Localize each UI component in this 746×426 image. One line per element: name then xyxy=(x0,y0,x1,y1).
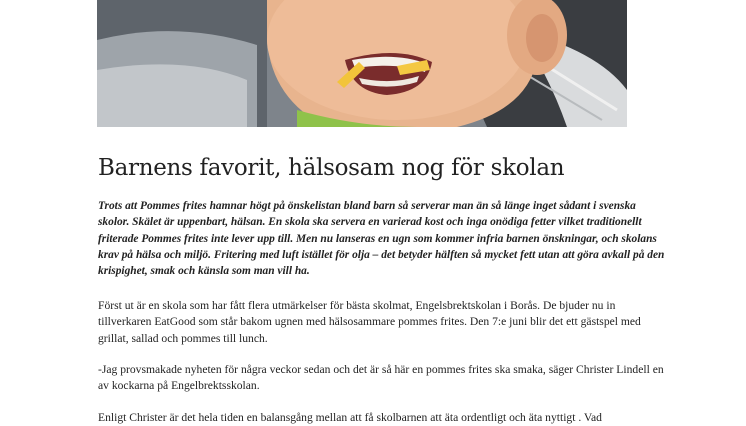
article-paragraph: -Jag provsmakade nyheten för några veckor sedan och det är så här en pommes frites ska smaka, säger Christer Lindell en av kockarna på Engelbrektsskolan. xyxy=(98,363,664,393)
hero-photo xyxy=(97,0,627,127)
article-paragraph: Först ut är en skola som har fått flera utmärkelser för bästa skolmat, Engelsbrektskolan i Borås. De bjuder nu in tillverkaren EatGood som står bakom ugnen med hälsosammare pommes frites. Den 7:e juni blir det ett gästspel med grillat, sallad och pommes till lunch. xyxy=(98,299,641,345)
child-eating-fries-illustration xyxy=(97,0,627,127)
article-paragraph: Enligt Christer är det hela tiden en balansgång mellan att få skolbarnen att äta ordentligt och äta nyttigt . Vad xyxy=(98,411,602,424)
article-title: Barnens favorit, hälsosam nog för skolan xyxy=(98,155,565,181)
article-lead: Trots att Pommes frites hamnar högt på önskelistan bland barn så serverar man än så länge inget sådant i svenska skolor. Skälet är uppenbart, hälsan. En skola ska servera en varierad kost och inga onödiga fetter vilket traditionellt friterade Pommes frites inte lever upp till. Men nu lanseras en ugn som kommer infria barnen önskningar, och skolans krav på hälsa och miljö. Fritering med luft istället för olja – det betyder hälften så mycket fett utan att göra avkall på den krispighet, smak och känsla som man vill ha. xyxy=(98,200,665,278)
